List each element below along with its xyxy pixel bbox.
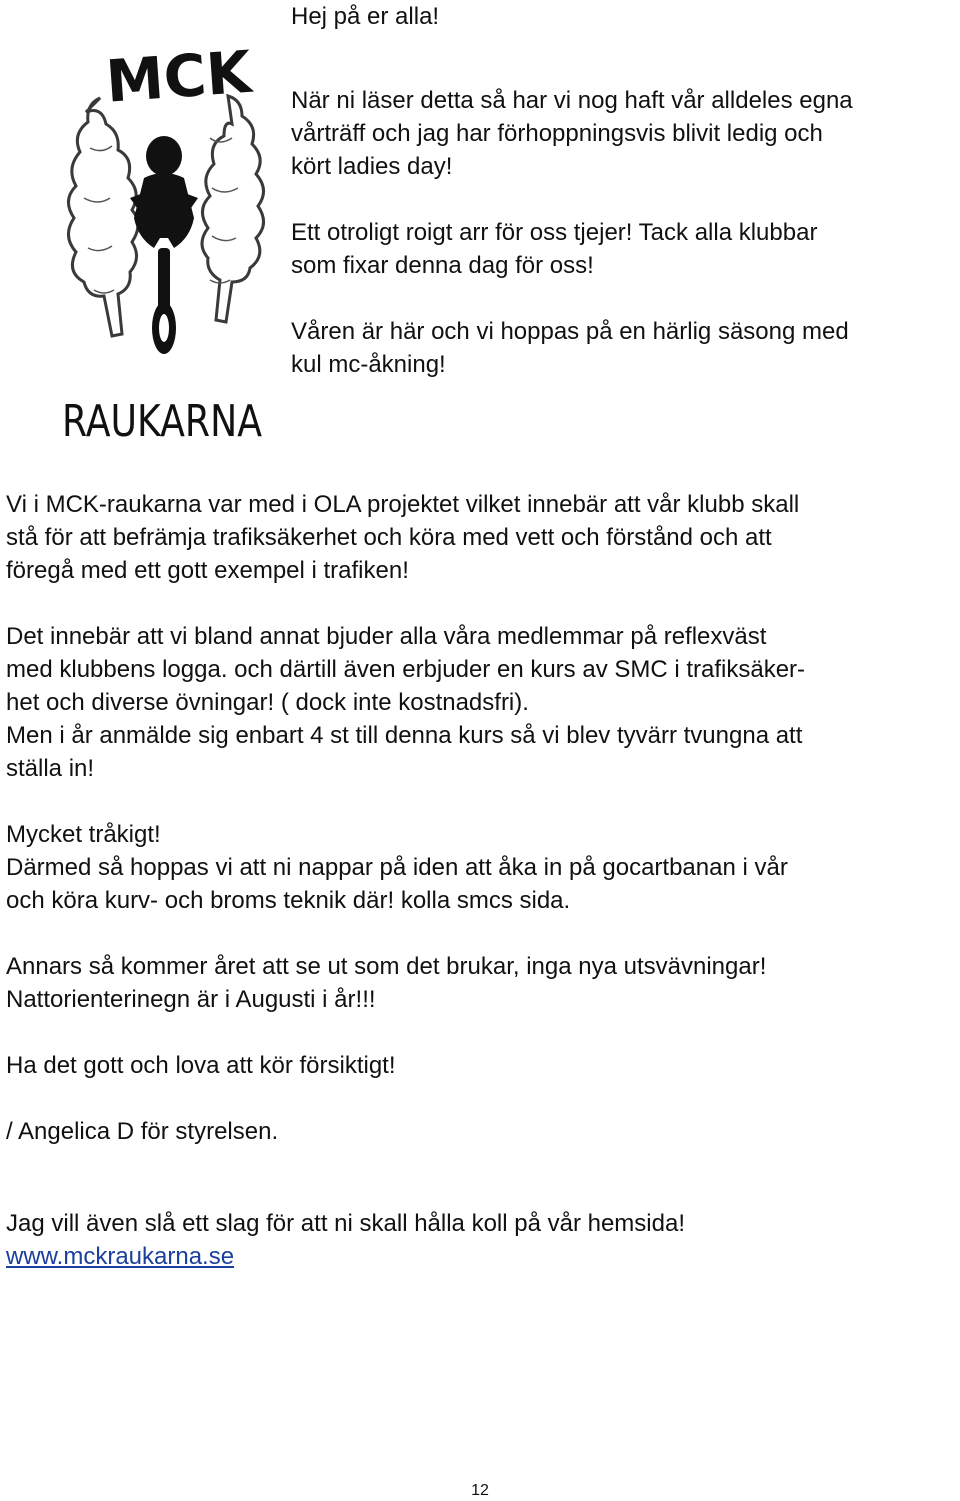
website-line: Jag vill även slå ett slag för att ni skall hålla koll på vår hemsida!: [6, 1210, 685, 1237]
vest-line4: Men i år anmälde sig enbart 4 st till denna kurs så vi blev tyvärr tvungna att: [6, 722, 803, 749]
sad-line1: Mycket tråkigt!: [6, 821, 161, 848]
website-link[interactable]: www.mckraukarna.se: [6, 1243, 235, 1270]
logo-raukarna-text: RAUKARNA: [62, 396, 262, 447]
main-text-block: [6, 488, 956, 1273]
page-number: 12: [471, 1482, 489, 1499]
intro-p1-line2: vårträff och jag har förhoppningsvis blivit ledig och: [291, 120, 823, 147]
ola-line3: föregå med ett gott exempel i trafiken!: [6, 557, 409, 584]
vest-line1: Det innebär att vi bland annat bjuder alla våra medlemmar på reflexväst: [6, 623, 767, 650]
greeting-line: Hej på er alla!: [291, 3, 440, 30]
sad-line3: och köra kurv- och broms teknik där! kolla smcs sida.: [6, 887, 571, 914]
year-line2: Nattorienterinegn är i Augusti i år!!!: [6, 986, 376, 1013]
vest-line5: ställa in!: [6, 755, 95, 782]
year-line1: Annars så kommer året att se ut som det brukar, inga nya utsvävningar!: [6, 953, 767, 980]
right-tree-shape: [202, 96, 264, 322]
left-tree-shape: [68, 98, 138, 336]
intro-p1-line3: kört ladies day!: [291, 153, 453, 180]
intro-p1-line1: När ni läser detta så har vi nog haft vår alldeles egna: [291, 87, 853, 114]
logo-mck-text: MCK: [103, 37, 254, 116]
intro-p2-line2: som fixar denna dag för oss!: [291, 252, 594, 279]
intro-p2-line1: Ett otroligt roigt arr för oss tjejer! Tack alla klubbar: [291, 219, 818, 246]
intro-p3-line2: kul mc-åkning!: [291, 351, 446, 378]
ola-line2: stå för att befrämja trafiksäkerhet och köra med vett och förstånd och att: [6, 524, 772, 551]
mck-raukarna-logo: [60, 28, 265, 458]
intro-p3-line1: Våren är här och vi hoppas på en härlig säsong med: [291, 318, 849, 345]
signature-line: / Angelica D för styrelsen.: [6, 1118, 279, 1145]
ola-line1: Vi i MCK-raukarna var med i OLA projektet vilket innebär att vår klubb skall: [6, 491, 800, 518]
sad-line2: Därmed så hoppas vi att ni nappar på iden att åka in på gocartbanan i vår: [6, 854, 788, 881]
vest-line3: het och diverse övningar! ( dock inte kostnadsfri).: [6, 689, 529, 716]
intro-text-block: [291, 0, 951, 381]
goodbye-line: Ha det gott och lova att kör försiktigt!: [6, 1052, 396, 1079]
vest-line2: med klubbens logga. och därtill även erbjuder en kurs av SMC i trafiksäker-: [6, 656, 806, 683]
